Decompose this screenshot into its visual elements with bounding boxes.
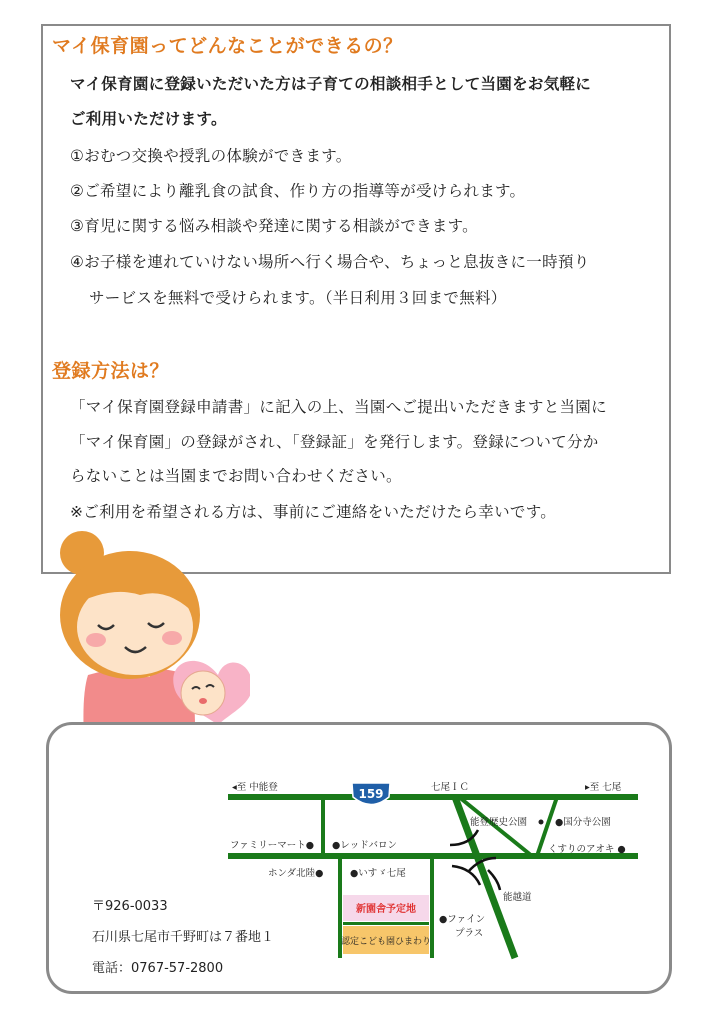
label-noto-history-park: 能登歴史公園	[470, 817, 528, 828]
label-fine-plaza-1: ●ファイン	[439, 914, 486, 925]
address-postal: 〒926-0033	[92, 899, 168, 914]
label-honda: ホンダ北陸●	[268, 868, 324, 879]
label-kusuri-aoki: くすりのアオキ ●	[548, 844, 626, 855]
section2-heading: 登録方法は？	[52, 360, 170, 382]
interchange-mark-3	[452, 866, 480, 885]
label-isuzu: ●いすゞ七尾	[350, 868, 406, 879]
intro-line-1: マイ保育園に登録いただいた方は子育ての相談相手として当園をお気軽に	[70, 75, 592, 93]
label-to-nanao: ▸至 七尾	[585, 782, 622, 793]
label-fine-plaza-2: プラス	[455, 928, 484, 939]
registration-line-1: 「マイ保育園登録申請書」に記入の上、当園へご提出いただきますと当園に	[70, 398, 607, 416]
label-new-site: 新園舎予定地	[356, 904, 416, 915]
registration-line-3: らないことは当園までお問い合わせください。	[70, 467, 402, 485]
address-street: 石川県七尾市千野町は７番地１	[92, 930, 275, 945]
service-item-4: ④お子様を連れていけない場所へ行く場合や、ちょっと息抜きに一時預り	[70, 253, 590, 271]
dot-noto-history-park	[539, 820, 544, 825]
label-nanao-ic: 七尾ＩＣ	[431, 782, 470, 793]
label-to-nakanoto: ◂至 中能登	[232, 782, 278, 793]
service-item-3: ③育児に関する悩み相談や発達に関する相談ができます。	[70, 217, 478, 235]
label-nursery: 認定こども園ひまわり	[340, 937, 432, 947]
address-phone: 電話：0767-57-2800	[92, 961, 224, 976]
route-159-number: 159	[358, 787, 384, 801]
label-kokubunji-park: ●国分寺公園	[555, 817, 611, 828]
label-noetsu-road: 能越道	[503, 892, 532, 903]
service-item-4-cont: サービスを無料で受けられます。（半日利用３回まで無料）	[89, 289, 507, 307]
section1-heading: マイ保育園ってどんなことができるの？	[52, 35, 403, 57]
label-familymart: ファミリーマート●	[230, 840, 315, 851]
service-item-2: ②ご希望により離乳食の試食、作り方の指導等が受けられます。	[70, 182, 526, 200]
registration-line-4: ※ご利用を希望される方は、事前にご連絡をいただけたら幸いです。	[70, 503, 557, 521]
registration-line-2: 「マイ保育園」の登録がされ、「登録証」を発行します。登録について分か	[70, 433, 599, 451]
nursery-top-border	[343, 922, 429, 925]
label-red-baron: ●レッドバロン	[332, 840, 398, 851]
service-item-1: ①おむつ交換や授乳の体験ができます。	[70, 147, 352, 165]
intro-line-2: ご利用いただけます。	[70, 110, 227, 128]
